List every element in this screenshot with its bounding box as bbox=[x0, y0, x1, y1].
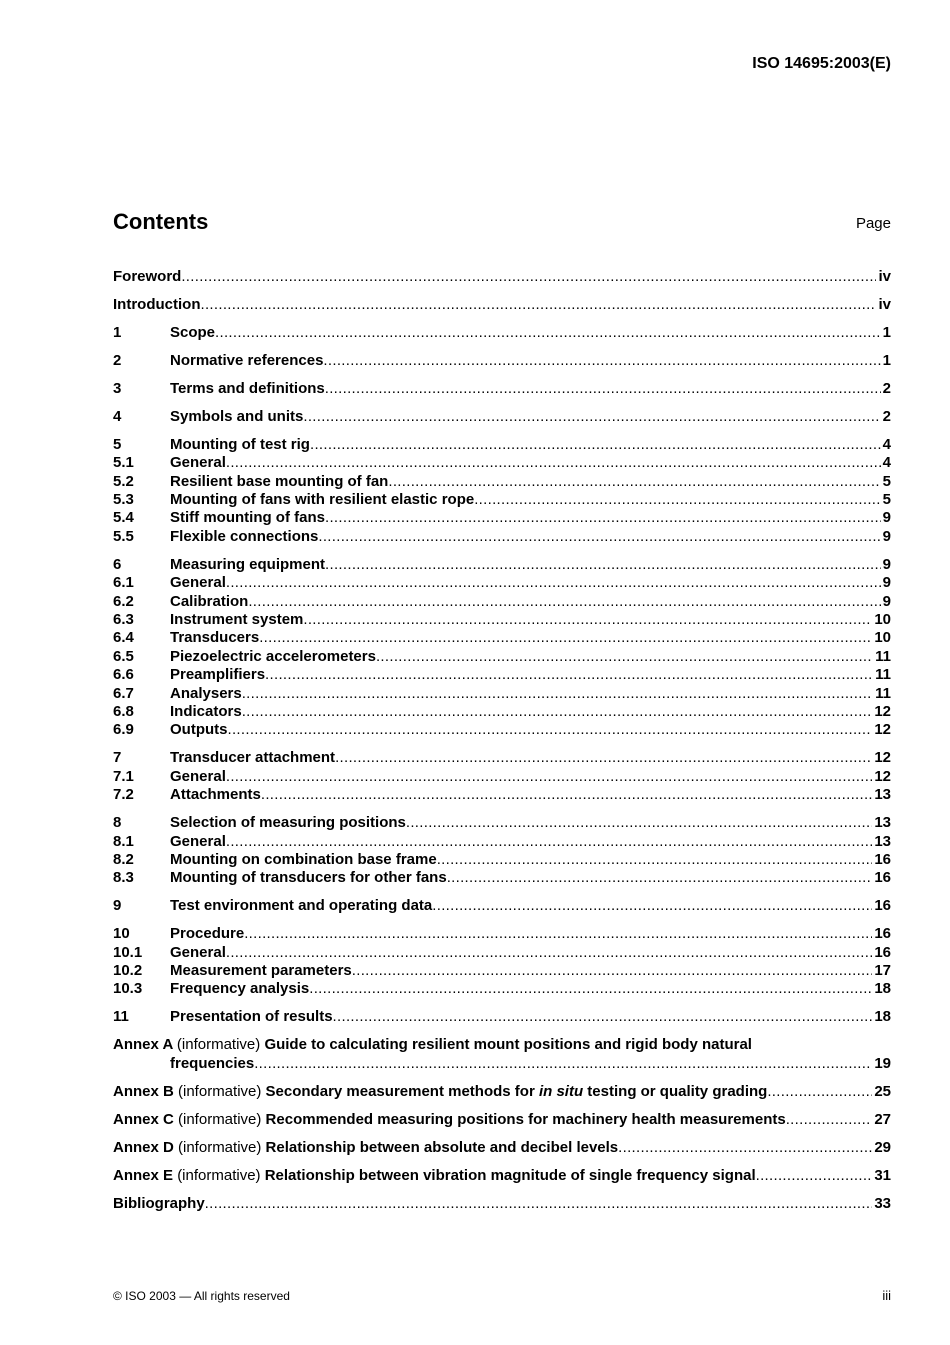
page-number: iii bbox=[882, 1288, 891, 1303]
toc-entry[interactable]: 10 Procedure ..... 16 bbox=[113, 925, 891, 943]
toc-entry[interactable]: 5.2 Resilient base mounting of fan ..... 5 bbox=[113, 473, 891, 491]
toc-annex-a[interactable]: Annex A (informative) Guide to calculating resilient mount positions and rigid body natural frequencies ..... 19 bbox=[113, 1036, 891, 1073]
toc-entry[interactable]: 6.7 Analysers ..... 11 bbox=[113, 685, 891, 703]
toc-entry[interactable]: 2 Normative references ..... 1 bbox=[113, 352, 891, 370]
toc-entry[interactable]: 6 Measuring equipment ..... 9 bbox=[113, 556, 891, 574]
toc-entry[interactable]: 6.2 Calibration ..... 9 bbox=[113, 593, 891, 611]
toc-entry[interactable]: 7.1 General ..... 12 bbox=[113, 768, 891, 786]
toc-entry[interactable]: 11 Presentation of results ..... 18 bbox=[113, 1008, 891, 1026]
toc-entry-foreword[interactable]: Foreword ..... iv bbox=[113, 268, 891, 286]
toc-annex-c[interactable]: Annex C (informative) Recommended measuring positions for machinery health measurements ..... 27 bbox=[113, 1111, 891, 1129]
toc-entry[interactable]: 8 Selection of measuring positions ..... 13 bbox=[113, 814, 891, 832]
toc-entry[interactable]: 5.4 Stiff mounting of fans ..... 9 bbox=[113, 509, 891, 527]
toc-entry[interactable]: 6.6 Preamplifiers ..... 11 bbox=[113, 666, 891, 684]
toc-entry[interactable]: 5.3 Mounting of fans with resilient elastic rope ..... 5 bbox=[113, 491, 891, 509]
toc-entry[interactable]: 1 Scope ..... 1 bbox=[113, 324, 891, 342]
page-title: Contents bbox=[113, 209, 209, 234]
toc-entry[interactable]: 5 Mounting of test rig ..... 4 bbox=[113, 436, 891, 454]
toc-entry[interactable]: 6.5 Piezoelectric accelerometers ..... 11 bbox=[113, 648, 891, 666]
toc-annex-e[interactable]: Annex E (informative) Relationship between vibration magnitude of single frequency signal ..... 31 bbox=[113, 1167, 891, 1185]
toc-entry[interactable]: 7.2 Attachments ..... 13 bbox=[113, 786, 891, 804]
copyright-notice: © ISO 2003 — All rights reserved bbox=[113, 1289, 290, 1303]
toc-entry[interactable]: 7 Transducer attachment ..... 12 bbox=[113, 749, 891, 767]
toc-entry[interactable]: 6.4 Transducers ..... 10 bbox=[113, 629, 891, 647]
toc-annex-b[interactable]: Annex B (informative) Secondary measurement methods for in situ testing or quality grading ..... 25 bbox=[113, 1083, 891, 1101]
toc-entry[interactable]: 8.1 General ..... 13 bbox=[113, 833, 891, 851]
toc-entry[interactable]: 6.1 General ..... 9 bbox=[113, 574, 891, 592]
toc-entry[interactable]: 10.2 Measurement parameters ..... 17 bbox=[113, 962, 891, 980]
table-of-contents bbox=[113, 268, 891, 1213]
toc-entry[interactable]: 5.5 Flexible connections ..... 9 bbox=[113, 528, 891, 546]
page-column-label: Page bbox=[855, 215, 891, 232]
toc-entry[interactable]: 6.3 Instrument system ..... 10 bbox=[113, 611, 891, 629]
document-id: ISO 14695:2003(E) bbox=[752, 55, 891, 72]
toc-entry[interactable]: 3 Terms and definitions ..... 2 bbox=[113, 380, 891, 398]
toc-annex-d[interactable]: Annex D (informative) Relationship between absolute and decibel levels ..... 29 bbox=[113, 1139, 891, 1157]
toc-entry[interactable]: 5.1 General ..... 4 bbox=[113, 454, 891, 472]
toc-entry[interactable]: 9 Test environment and operating data ..... 16 bbox=[113, 897, 891, 915]
toc-entry[interactable]: 10.3 Frequency analysis ..... 18 bbox=[113, 980, 891, 998]
toc-entry[interactable]: 6.8 Indicators ..... 12 bbox=[113, 703, 891, 721]
toc-entry[interactable]: 4 Symbols and units ..... 2 bbox=[113, 408, 891, 426]
toc-entry[interactable]: 10.1 General ..... 16 bbox=[113, 944, 891, 962]
toc-entry[interactable]: 6.9 Outputs ..... 12 bbox=[113, 721, 891, 739]
toc-entry[interactable]: 8.2 Mounting on combination base frame ..... 16 bbox=[113, 851, 891, 869]
toc-entry-bibliography[interactable]: Bibliography ..... 33 bbox=[113, 1195, 891, 1213]
toc-entry-introduction[interactable]: Introduction ..... iv bbox=[113, 296, 891, 314]
toc-entry[interactable]: 8.3 Mounting of transducers for other fans ..... 16 bbox=[113, 869, 891, 887]
